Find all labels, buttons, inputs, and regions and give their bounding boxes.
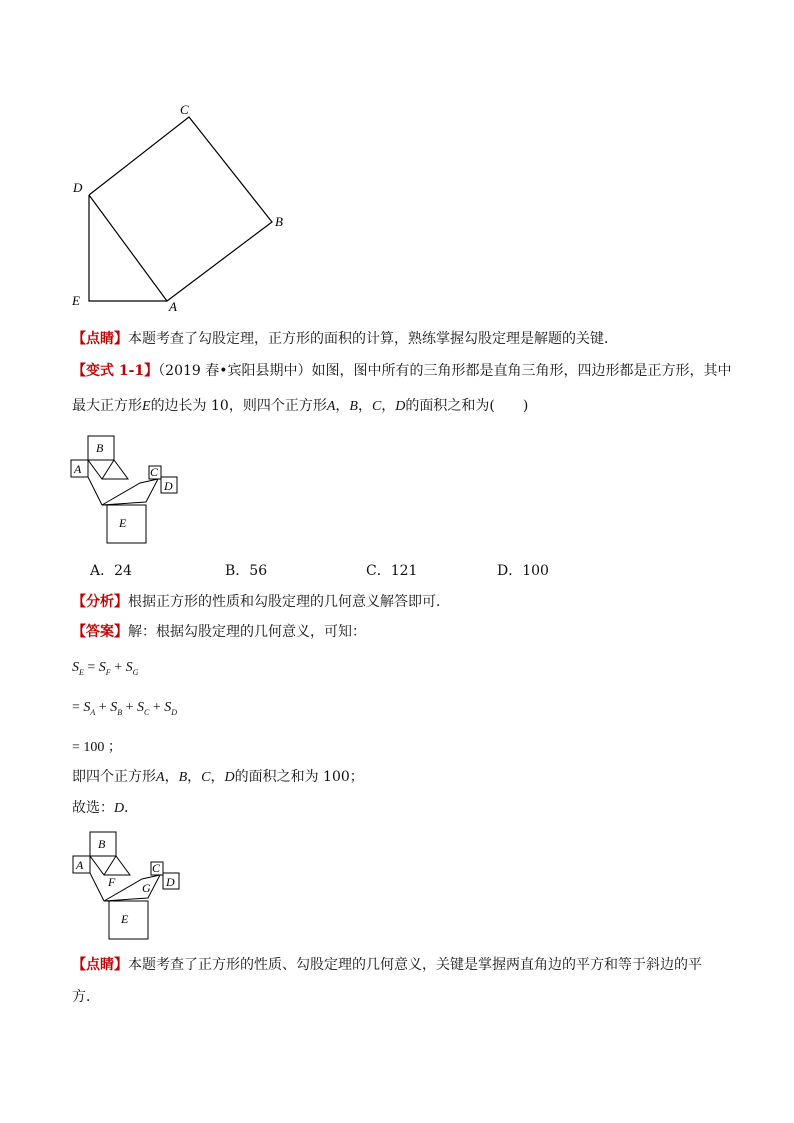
svg-text:D: D [164,479,173,493]
option-d[interactable]: D．100 [497,563,549,579]
comment-2-line-2: 方． [72,989,100,1005]
label-a: A [169,299,177,314]
option-a[interactable]: A．24 [90,563,132,579]
square-e [107,505,146,543]
variant-line-1: 【变式 1-1】（2019 春•宾阳县期中）如图，图中所有的三角形都是直角三角形，四边形都是正方形，其中 [72,363,732,379]
variant-line-2: 最大正方形E的边长为 10，则四个正方形A，B，C，D的面积之和为( ) [72,398,529,414]
svg-text:A: A [76,858,84,872]
label-e: E [72,293,80,308]
svg-text:B: B [96,441,104,455]
svg-text:C: C [150,465,159,479]
label-d: D [73,180,83,195]
square-abcd [89,117,272,301]
svg-text:A: A [74,462,82,476]
svg-text:E: E [119,516,127,530]
label-c: C [180,102,189,117]
math-line-1: $S_E = S_F + S_G$ [72,660,139,677]
figure-square-triangle [60,95,300,320]
conclusion: 即四个正方形A，B，C，D的面积之和为 100； [72,769,364,785]
svg-text:B: B [98,837,106,851]
analysis: 【分析】根据正方形的性质和勾股定理的几何意义解答即可． [72,594,450,610]
option-c[interactable]: C．121 [366,563,418,579]
math-line-3: = 100 ； [72,740,122,755]
svg-text:G: G [142,881,151,895]
figure-squares-1 [66,432,196,550]
svg-text:C: C [152,861,161,875]
svg-text:F: F [108,875,116,889]
comment-2-line-1: 【点睛】本题考查了正方形的性质、勾股定理的几何意义，关键是掌握两直角边的平方和等于斜边的平 [72,957,702,973]
figure-squares-2 [68,828,198,946]
comment-1: 【点睛】本题考查了勾股定理，正方形的面积的计算，熟练掌握勾股定理是解题的关键． [72,331,618,347]
answer: 【答案】解：根据勾股定理的几何意义，可知： [72,624,366,640]
svg-text:E: E [121,912,129,926]
option-b[interactable]: B．56 [225,563,268,579]
label-b: B [275,214,283,229]
svg-text:D: D [166,875,175,889]
math-line-2: = $S_A + S_B + S_C + S_D$ [72,700,178,717]
choice: 故选：D． [72,800,139,816]
square-g [102,479,158,505]
